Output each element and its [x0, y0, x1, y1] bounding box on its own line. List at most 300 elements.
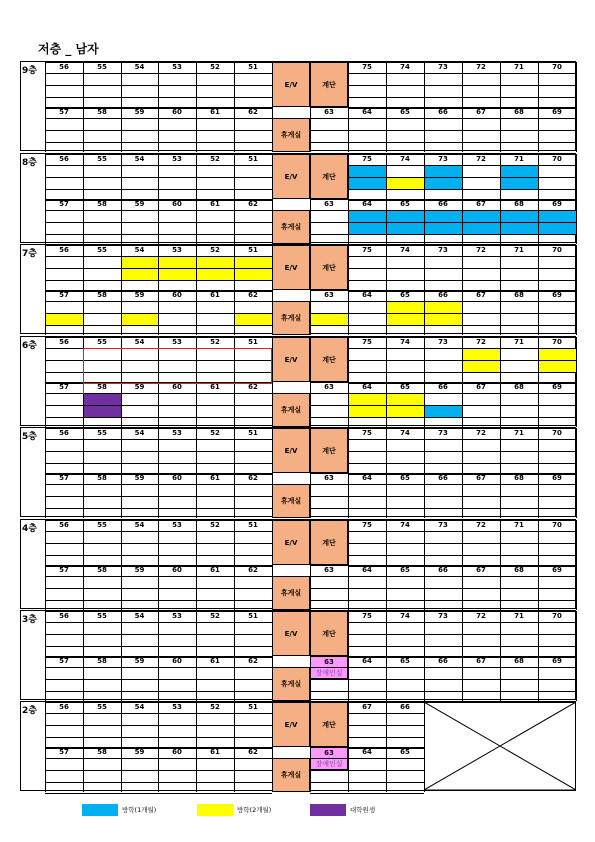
grid-line	[424, 154, 425, 199]
grid-line	[310, 770, 424, 771]
room-number: 54	[134, 63, 145, 71]
unused-area-cross	[424, 702, 576, 790]
grid-line	[348, 656, 349, 701]
grid-line	[424, 656, 425, 701]
room-number: 70	[552, 338, 562, 346]
room-number: 59	[134, 200, 145, 208]
room-number: 67	[476, 291, 486, 299]
grid-line	[272, 611, 273, 656]
grid-line	[462, 62, 463, 107]
room-number: 64	[362, 474, 372, 482]
grid-line	[310, 290, 311, 335]
grid-line	[310, 747, 424, 748]
room-number: 64	[362, 108, 372, 116]
room-number: 72	[476, 612, 486, 620]
grid-line	[462, 473, 463, 518]
grid-line	[310, 565, 576, 566]
room-number: 73	[438, 612, 448, 620]
room-number: 54	[134, 703, 145, 711]
grid-line	[45, 565, 46, 610]
grid-line	[386, 382, 387, 427]
grid-line	[234, 428, 235, 473]
grid-line	[45, 62, 46, 107]
grid-line	[272, 702, 273, 747]
grid-line	[45, 199, 46, 244]
grid-line	[500, 473, 501, 518]
grid-line	[272, 747, 273, 792]
grid-line	[196, 473, 197, 518]
room-number: 68	[514, 474, 524, 482]
room-number: 55	[97, 429, 107, 437]
room-number: 67	[362, 703, 372, 711]
room-number: 73	[438, 521, 448, 529]
floor-label: 5층	[22, 432, 37, 442]
grid-line	[196, 656, 197, 701]
room-number: 54	[134, 155, 145, 163]
grid-line	[45, 428, 46, 473]
room-number: 54	[134, 612, 145, 620]
room-number: 65	[400, 566, 410, 574]
grid-line	[538, 611, 539, 656]
grid-line	[45, 747, 46, 792]
room-number: 65	[400, 748, 410, 756]
grid-line	[272, 656, 273, 701]
room-number: 75	[362, 63, 372, 71]
grid-line	[538, 62, 539, 107]
grid-line	[121, 656, 122, 701]
grid-line	[196, 611, 197, 656]
room-number: 55	[97, 612, 107, 620]
room-number: 64	[362, 291, 372, 299]
room-number: 54	[134, 246, 145, 254]
room-number: 72	[476, 63, 486, 71]
room-number: 71	[514, 155, 524, 163]
grid-line	[462, 428, 463, 473]
room-number: 74	[400, 246, 410, 254]
room-number: 69	[552, 291, 562, 299]
room-number: 56	[59, 429, 69, 437]
room-number: 61	[210, 566, 220, 574]
grid-line	[272, 154, 273, 199]
grid-line	[424, 382, 425, 427]
room-number: 69	[552, 383, 562, 391]
grid-line	[424, 428, 425, 473]
room-number: 64	[362, 200, 372, 208]
grid-line	[538, 290, 539, 335]
room-number: 61	[210, 474, 220, 482]
room-number: 52	[210, 338, 220, 346]
grid-line	[576, 428, 577, 473]
room-status-fill	[424, 405, 462, 417]
room-number: 75	[362, 612, 372, 620]
grid-line	[576, 473, 577, 518]
grid-line	[83, 565, 84, 610]
grid-line	[348, 520, 349, 565]
room-number: 67	[476, 657, 486, 665]
lounge-block: 휴게실	[272, 210, 310, 244]
grid-line	[310, 417, 576, 418]
grid-line	[272, 107, 273, 152]
grid-line	[310, 656, 311, 701]
room-number: 62	[248, 383, 258, 391]
grid-line	[45, 290, 46, 335]
grid-line	[348, 565, 349, 610]
grid-line	[45, 473, 46, 518]
highlight-line	[83, 348, 84, 394]
grid-line	[196, 290, 197, 335]
room-number: 57	[59, 474, 69, 482]
room-number: 51	[248, 155, 258, 163]
legend-swatch	[310, 804, 346, 816]
room-status-fill	[234, 313, 272, 325]
room-number: 51	[248, 612, 258, 620]
grid-line	[576, 62, 577, 107]
room-number: 62	[248, 291, 258, 299]
grid-line	[310, 382, 576, 383]
grid-line	[121, 702, 122, 747]
grid-line	[424, 245, 425, 290]
room-number: 62	[248, 657, 258, 665]
room-number: 60	[172, 657, 182, 665]
grid-line	[45, 337, 46, 382]
room-number: 69	[552, 566, 562, 574]
grid-line	[234, 656, 235, 701]
grid-line	[348, 62, 349, 107]
grid-line	[310, 118, 576, 119]
room-number: 63	[324, 383, 334, 391]
room-number: 71	[514, 521, 524, 529]
grid-line	[310, 234, 576, 235]
room-number: 58	[97, 748, 107, 756]
room-number: 54	[134, 429, 145, 437]
grid-line	[424, 611, 425, 656]
grid-line	[310, 199, 311, 244]
grid-line	[272, 62, 273, 107]
grid-line	[272, 473, 273, 518]
room-number: 68	[514, 200, 524, 208]
grid-line	[83, 473, 84, 518]
lounge-block: 휴게실	[272, 484, 310, 518]
grid-line	[83, 656, 84, 701]
room-number: 55	[97, 521, 107, 529]
legend-label: 방학(1개월)	[122, 806, 157, 814]
grid-line	[576, 656, 577, 701]
room-number: 67	[476, 108, 486, 116]
grid-line	[348, 199, 349, 244]
grid-line	[83, 245, 84, 290]
room-number: 62	[248, 108, 258, 116]
accessible-label: 장애인실	[315, 669, 343, 677]
room-number: 53	[172, 63, 182, 71]
grid-line	[500, 199, 501, 244]
room-number: 52	[210, 703, 220, 711]
grid-line	[234, 62, 235, 107]
room-number: 70	[552, 246, 562, 254]
room-number: 53	[172, 703, 182, 711]
room-number: 72	[476, 155, 486, 163]
grid-line	[424, 337, 425, 382]
grid-line	[462, 520, 463, 565]
room-number: 65	[400, 657, 410, 665]
grid-line	[424, 520, 425, 565]
room-number: 51	[248, 521, 258, 529]
grid-line	[576, 245, 577, 290]
grid-line	[386, 520, 387, 565]
page-title: 저층 _ 남자	[38, 42, 99, 56]
stairs-block: 계단	[310, 62, 348, 107]
room-number: 56	[59, 521, 69, 529]
room-number: 68	[514, 566, 524, 574]
grid-line	[462, 565, 463, 610]
room-number: 52	[210, 246, 220, 254]
room-number: 74	[400, 155, 410, 163]
room-number: 57	[59, 291, 69, 299]
grid-line	[424, 290, 425, 335]
grid-line	[500, 611, 501, 656]
grid-line	[45, 656, 46, 701]
grid-line	[83, 199, 84, 244]
grid-line	[310, 508, 576, 509]
room-number: 53	[172, 521, 182, 529]
legend-label: 대학원생	[350, 806, 376, 814]
grid-line	[500, 382, 501, 427]
room-number: 51	[248, 63, 258, 71]
grid-line	[386, 107, 387, 152]
grid-line	[234, 702, 235, 747]
grid-line	[424, 473, 425, 518]
room-number: 66	[438, 657, 448, 665]
grid-line	[576, 520, 577, 565]
room-number: 54	[134, 338, 145, 346]
room-number: 68	[514, 291, 524, 299]
grid-line	[45, 154, 46, 199]
grid-line	[386, 199, 387, 244]
room-number: 71	[514, 612, 524, 620]
grid-line	[576, 611, 577, 656]
grid-line	[196, 199, 197, 244]
room-number: 52	[210, 429, 220, 437]
grid-line	[500, 62, 501, 107]
grid-line	[538, 337, 539, 382]
grid-line	[121, 62, 122, 107]
room-number: 58	[97, 566, 107, 574]
grid-line	[158, 428, 159, 473]
floor-label: 9층	[22, 66, 37, 76]
room-number: 60	[172, 474, 182, 482]
room-number: 65	[400, 383, 410, 391]
grid-line	[158, 520, 159, 565]
grid-line	[310, 484, 576, 485]
room-number: 56	[59, 338, 69, 346]
grid-line	[158, 747, 159, 792]
grid-line	[272, 520, 273, 565]
grid-line	[121, 611, 122, 656]
grid-line	[272, 337, 273, 382]
room-number: 74	[400, 612, 410, 620]
lounge-block: 휴게실	[272, 758, 310, 792]
grid-line	[538, 520, 539, 565]
room-number: 55	[97, 63, 107, 71]
room-status-fill	[310, 313, 348, 325]
grid-line	[500, 428, 501, 473]
grid-line	[234, 611, 235, 656]
room-number: 66	[438, 383, 448, 391]
grid-line	[158, 382, 159, 427]
legend-label: 방학(2개월)	[237, 806, 272, 814]
grid-line	[500, 154, 501, 199]
grid-line	[462, 154, 463, 199]
room-number: 72	[476, 338, 486, 346]
grid-line	[234, 154, 235, 199]
room-number: 72	[476, 521, 486, 529]
room-number: 61	[210, 108, 220, 116]
room-number: 53	[172, 246, 182, 254]
room-number: 51	[248, 429, 258, 437]
room-number: 72	[476, 246, 486, 254]
grid-line	[158, 290, 159, 335]
grid-line	[310, 576, 576, 577]
grid-line	[348, 382, 349, 427]
grid-line	[121, 382, 122, 427]
room-number: 56	[59, 703, 69, 711]
grid-line	[500, 245, 501, 290]
grid-line	[348, 747, 349, 792]
grid-line	[310, 656, 576, 657]
grid-line	[45, 107, 46, 152]
grid-line	[310, 679, 576, 680]
grid-line	[386, 428, 387, 473]
grid-line	[538, 382, 539, 427]
lounge-block: 휴게실	[272, 576, 310, 610]
room-number: 73	[438, 338, 448, 346]
grid-line	[83, 154, 84, 199]
room-number: 69	[552, 200, 562, 208]
room-number: 75	[362, 155, 372, 163]
grid-line	[462, 245, 463, 290]
room-number: 61	[210, 200, 220, 208]
elevator-block: E/V	[272, 337, 310, 382]
grid-line	[386, 337, 387, 382]
grid-line	[158, 62, 159, 107]
grid-line	[158, 702, 159, 747]
room-number: 53	[172, 338, 182, 346]
grid-line	[348, 473, 349, 518]
grid-line	[45, 520, 46, 565]
floor-label: 7층	[22, 249, 37, 259]
grid-line	[234, 290, 235, 335]
elevator-block: E/V	[272, 154, 310, 199]
grid-line	[310, 382, 311, 427]
room-number: 71	[514, 338, 524, 346]
room-number: 51	[248, 338, 258, 346]
room-number: 66	[438, 474, 448, 482]
room-number: 66	[438, 108, 448, 116]
grid-line	[424, 565, 425, 610]
grid-line	[310, 600, 576, 601]
grid-line	[121, 107, 122, 152]
floor-label: 8층	[22, 158, 37, 168]
grid-line	[158, 656, 159, 701]
room-number: 63	[324, 200, 334, 208]
room-number: 65	[400, 474, 410, 482]
grid-line	[121, 747, 122, 792]
room-number: 57	[59, 566, 69, 574]
room-number: 55	[97, 155, 107, 163]
grid-line	[310, 758, 424, 759]
room-number: 58	[97, 291, 107, 299]
grid-line	[158, 107, 159, 152]
room-number: 53	[172, 612, 182, 620]
room-number: 57	[59, 657, 69, 665]
grid-line	[83, 520, 84, 565]
room-number: 59	[134, 748, 145, 756]
grid-line	[121, 199, 122, 244]
grid-line	[272, 199, 273, 244]
grid-line	[83, 290, 84, 335]
grid-line	[538, 199, 539, 244]
grid-line	[500, 107, 501, 152]
grid-line	[348, 702, 349, 747]
grid-line	[196, 62, 197, 107]
grid-line	[462, 611, 463, 656]
grid-line	[310, 290, 576, 291]
grid-line	[158, 199, 159, 244]
grid-line	[45, 611, 46, 656]
grid-line	[310, 393, 576, 394]
stairs-block: 계단	[310, 428, 348, 473]
grid-line	[576, 337, 577, 382]
grid-line	[196, 702, 197, 747]
grid-line	[538, 656, 539, 701]
grid-line	[310, 496, 576, 497]
grid-line	[196, 382, 197, 427]
room-number: 62	[248, 474, 258, 482]
room-number: 54	[134, 521, 145, 529]
room-number: 66	[438, 566, 448, 574]
room-number: 66	[400, 703, 410, 711]
grid-line	[310, 130, 576, 131]
room-number: 64	[362, 748, 372, 756]
grid-line	[386, 290, 387, 335]
legend-swatch	[82, 804, 118, 816]
lounge-block: 휴게실	[272, 118, 310, 152]
grid-line	[348, 611, 349, 656]
grid-line	[462, 656, 463, 701]
room-number: 74	[400, 521, 410, 529]
grid-line	[121, 428, 122, 473]
grid-line	[386, 565, 387, 610]
grid-line	[576, 107, 577, 152]
room-number: 51	[248, 246, 258, 254]
room-number: 53	[172, 155, 182, 163]
room-number: 63	[324, 658, 334, 666]
grid-line	[348, 428, 349, 473]
room-number: 63	[324, 108, 334, 116]
room-number: 57	[59, 383, 69, 391]
room-number: 65	[400, 108, 410, 116]
room-number: 67	[476, 383, 486, 391]
grid-line	[310, 301, 576, 302]
room-number: 59	[134, 108, 145, 116]
room-status-fill	[386, 177, 424, 189]
room-number: 68	[514, 108, 524, 116]
grid-line	[83, 428, 84, 473]
grid-line	[462, 107, 463, 152]
grid-line	[196, 428, 197, 473]
room-number: 60	[172, 200, 182, 208]
grid-line	[348, 154, 349, 199]
room-number: 55	[97, 338, 107, 346]
